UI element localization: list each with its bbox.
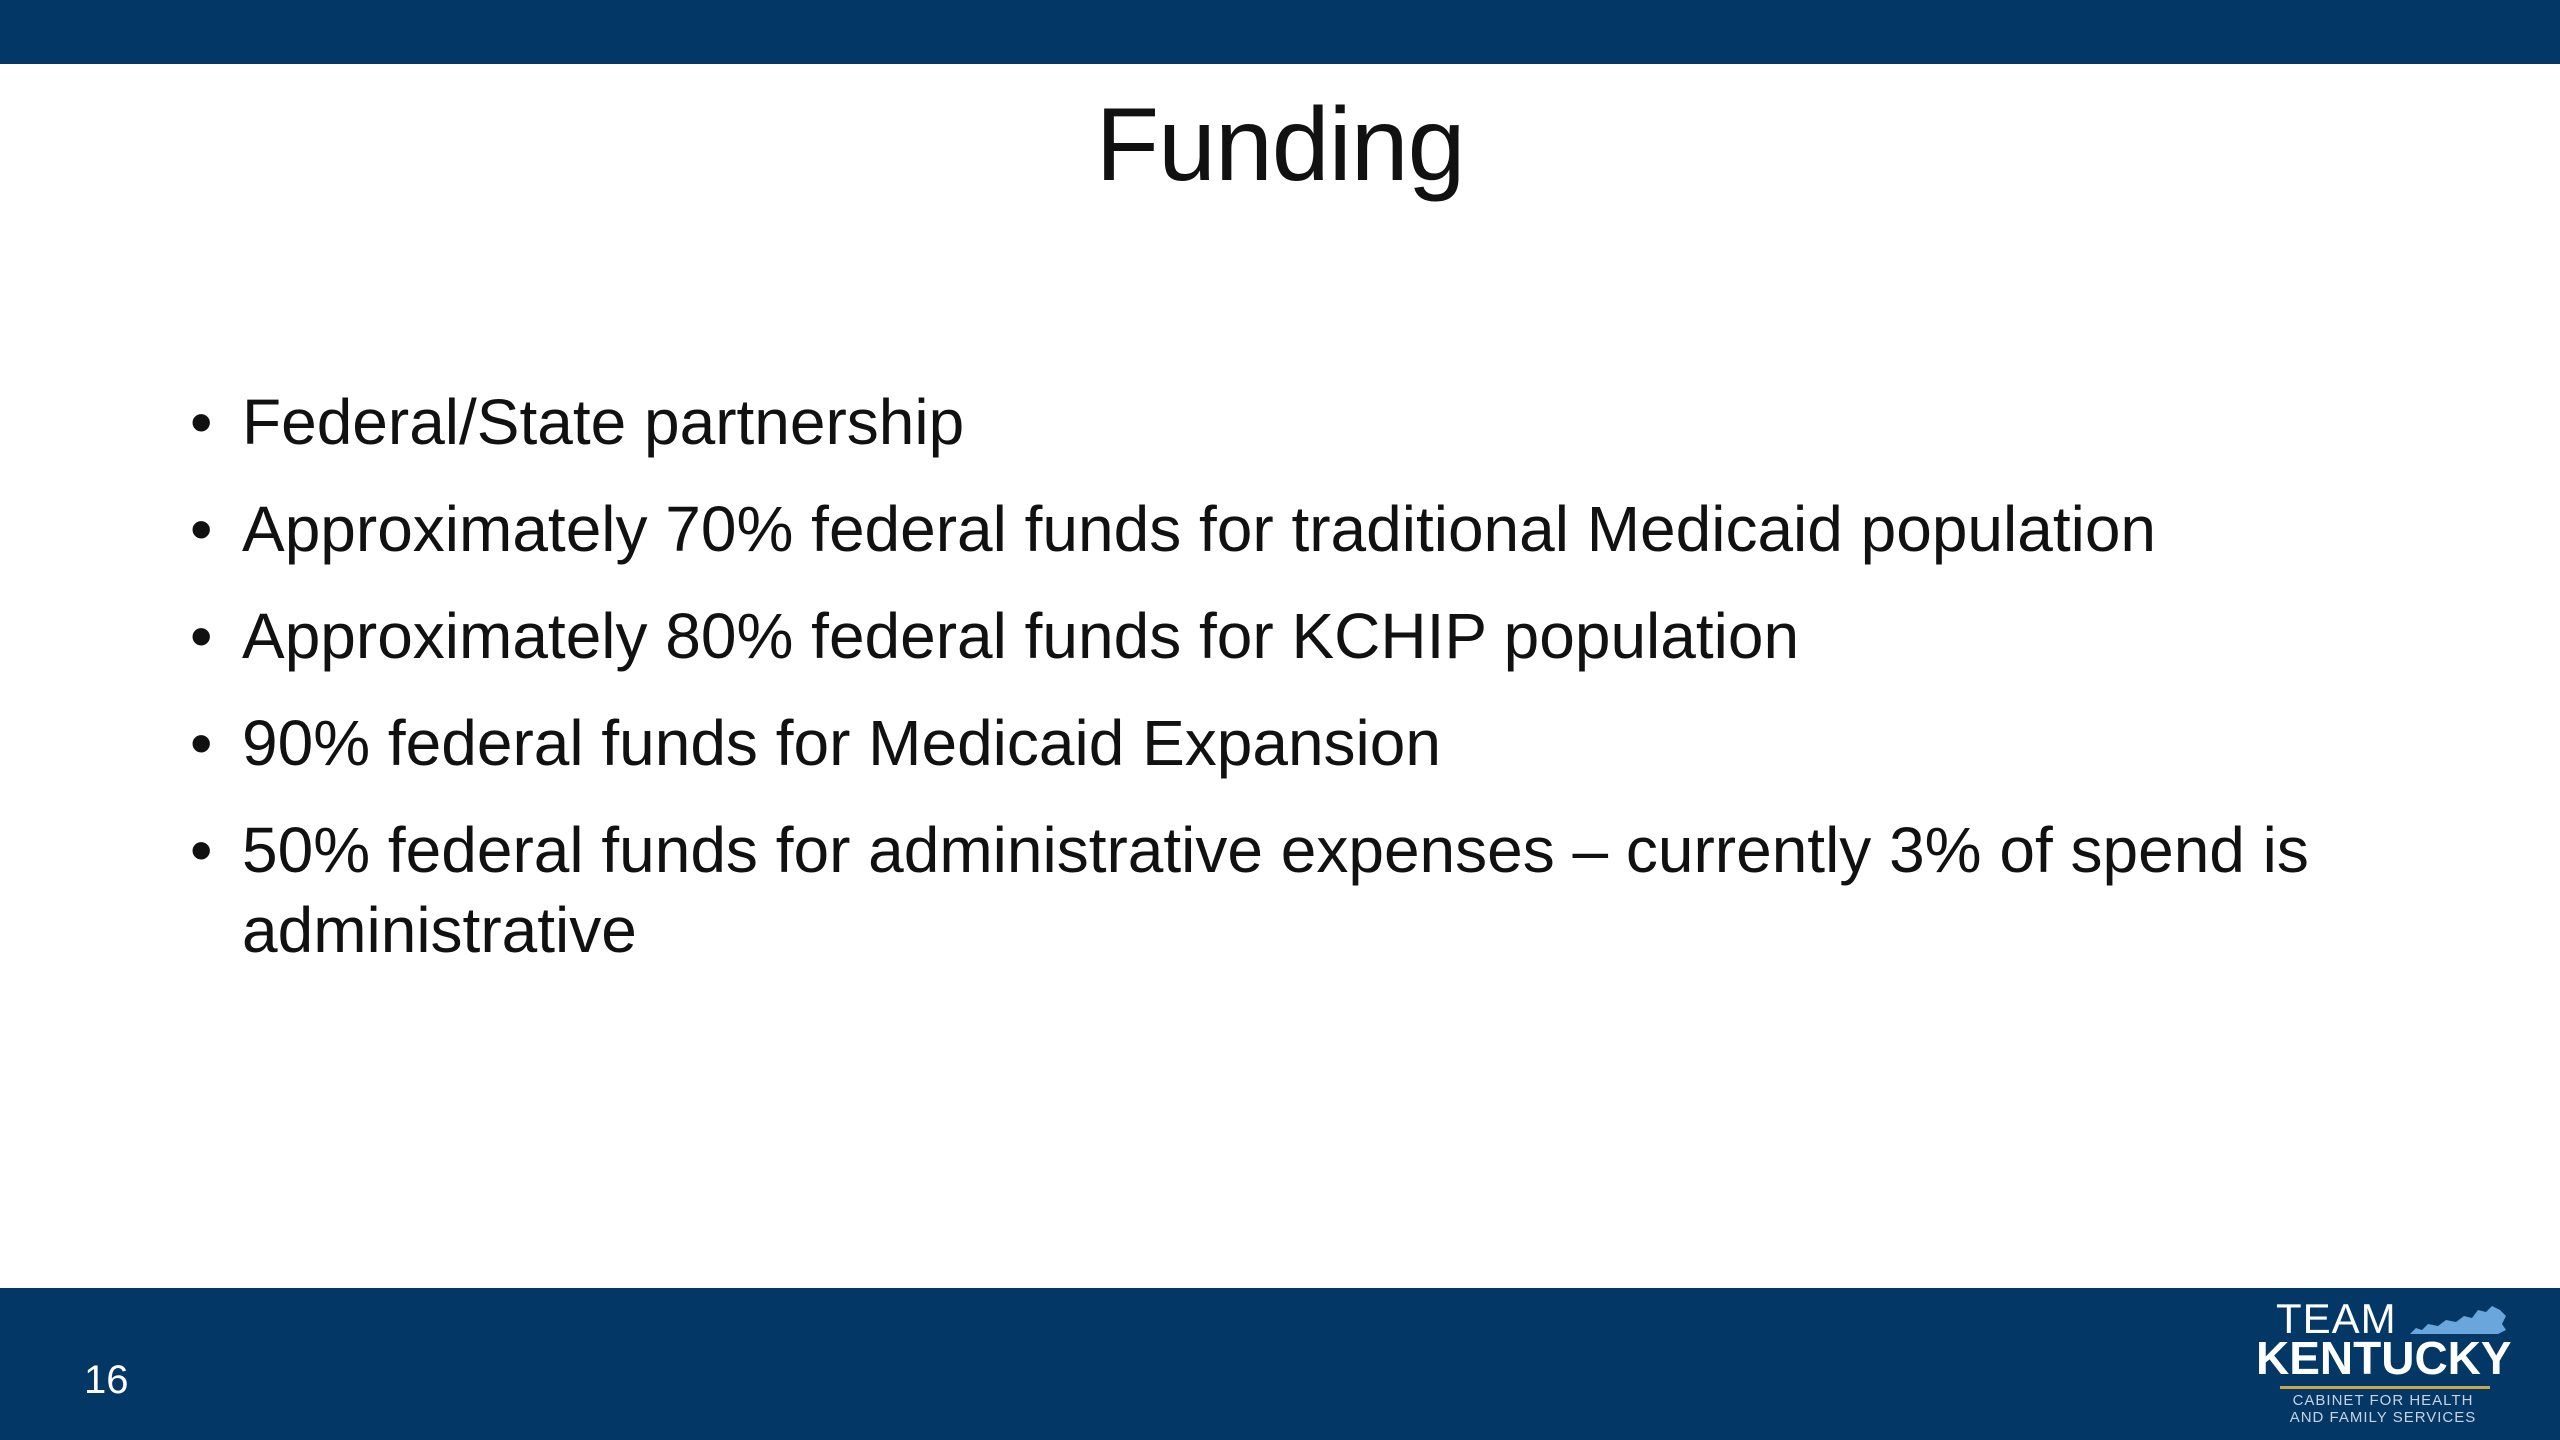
bullet-text: 90% federal funds for Medicaid Expansion <box>242 707 1441 779</box>
logo-kentucky-text: KENTUCKY <box>2256 1332 2512 1384</box>
page-number: 16 <box>84 1358 129 1402</box>
slide-title: Funding <box>1095 87 1465 203</box>
logo-divider <box>2280 1386 2490 1389</box>
bullet-text: Federal/State partnership <box>242 386 965 458</box>
bullet-dot: • <box>190 493 213 565</box>
bullet-dot: • <box>190 707 213 779</box>
bullet-dot: • <box>190 386 213 458</box>
logo-cabinet-text <box>2248 1392 2518 1426</box>
bullet-item <box>190 810 2420 970</box>
logo-cabinet-line-1: CABINET FOR HEALTH <box>2292 1392 2474 1409</box>
bottom-bar <box>0 1288 2560 1440</box>
bullet-item <box>190 489 2420 569</box>
bullet-item <box>190 596 2420 676</box>
bullet-item <box>190 703 2420 783</box>
bullet-text: 50% federal funds for administrative expenses – currently 3% of spend is administrative <box>242 814 2309 966</box>
bullet-text: Approximately 70% federal funds for traditional Medicaid population <box>242 493 2156 565</box>
bullet-text: Approximately 80% federal funds for KCHIP population <box>242 600 1800 672</box>
team-kentucky-logo <box>2248 1296 2518 1436</box>
bullet-dot: • <box>190 814 213 886</box>
bullet-item <box>190 382 2420 462</box>
bullet-list <box>190 382 2420 997</box>
bullet-dot: • <box>190 600 213 672</box>
top-bar <box>0 0 2560 64</box>
logo-team-text: TEAM <box>2276 1295 2397 1342</box>
logo-cabinet-line-2: AND FAMILY SERVICES <box>2289 1409 2477 1426</box>
